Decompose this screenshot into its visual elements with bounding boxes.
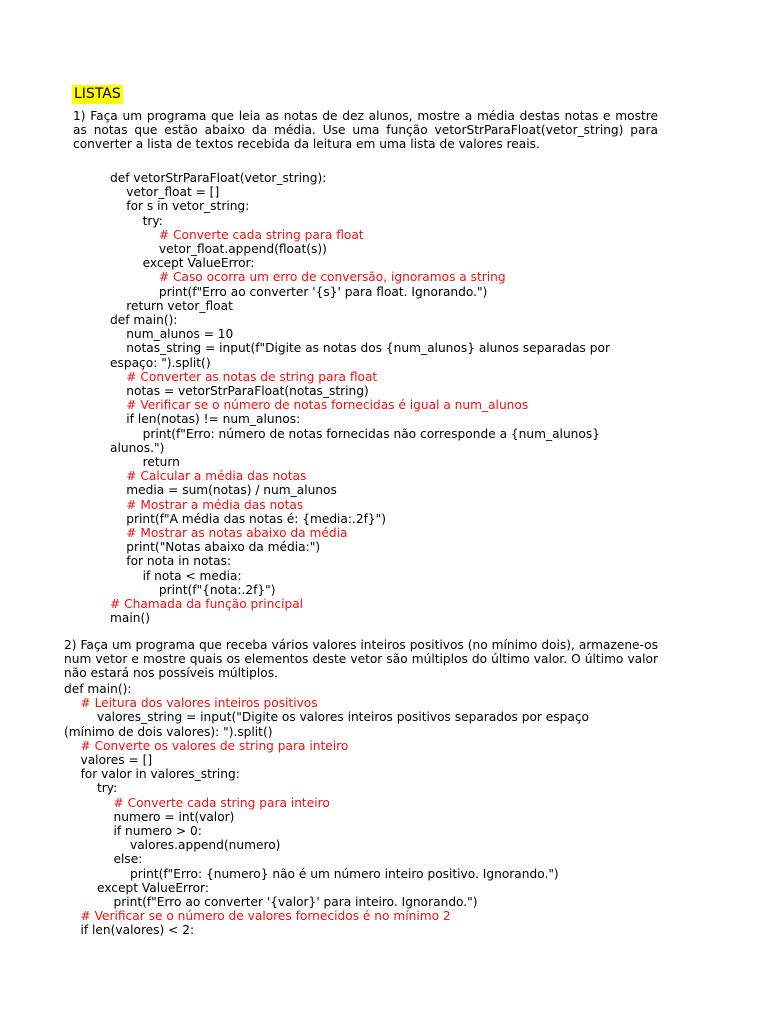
- code-line: numero = int(valor): [113, 809, 235, 824]
- code-line: media = sum(notas) / num_alunos: [126, 483, 337, 498]
- code-line: if len(valores) < 2:: [80, 923, 195, 938]
- code-line: num_alunos = 10: [126, 327, 234, 342]
- question-2-text: 2) Faça um programa que receba vários valores inteiros positivos (no mínimo dois), armazene-os num vetor e mostre quais os elementos deste vetor são múltiplos do último valor. O último valor não estará nos possíveis múltiplos.: [64, 638, 658, 681]
- code-line: print(f"{nota:.2f}"): [158, 582, 276, 597]
- code-comment-line: # Caso ocorra um erro de conversão, ignoramos a string: [158, 270, 506, 285]
- code-line: espaço: ").split(): [110, 355, 211, 370]
- code-line: for valor in valores_string:: [80, 767, 240, 782]
- code-comment-line: # Converter as notas de string para float: [126, 369, 378, 384]
- code-comment-line: # Verificar se o número de notas fornecidas é igual a num_alunos: [126, 398, 529, 413]
- code-comment-line: # Mostrar as notas abaixo da média: [126, 526, 348, 541]
- question-1-text: 1) Faça um programa que leia as notas de dez alunos, mostre a média destas notas e mostre as notas que estão abaixo da média. Use uma função vetorStrParaFloat(vetor_string) para converter a lista de textos recebida da leitura em uma lista de valores reais.: [73, 109, 658, 152]
- code-line: vetor_float = []: [126, 185, 220, 200]
- code-comment-line: # Chamada da função principal: [110, 597, 304, 612]
- code-comment-line: # Verificar se o número de valores fornecidos é no mínimo 2: [80, 909, 451, 924]
- code-line: notas = vetorStrParaFloat(notas_string): [126, 384, 369, 399]
- code-line: except ValueError:: [142, 256, 255, 271]
- code-line: except ValueError:: [97, 880, 209, 895]
- code-line: if numero > 0:: [113, 824, 202, 839]
- code-line: if nota < media:: [142, 568, 242, 583]
- code-line: for s in vetor_string:: [126, 199, 250, 214]
- question-2-code: [64, 682, 658, 938]
- code-line: valores.append(numero): [130, 838, 281, 853]
- code-line: (mínimo de dois valores): ").split(): [64, 724, 273, 739]
- code-line: print(f"Erro: {numero} não é um número inteiro positivo. Ignorando."): [130, 866, 559, 881]
- code-line: main(): [110, 611, 150, 626]
- code-line: print(f"A média das notas é: {media:.2f}"): [126, 511, 387, 526]
- code-line: if len(notas) != num_alunos:: [126, 412, 301, 427]
- code-line: try:: [97, 781, 118, 796]
- code-line: print("Notas abaixo da média:"): [126, 540, 321, 555]
- code-line: alunos."): [110, 440, 165, 455]
- code-line: return: [142, 455, 180, 470]
- code-line: for nota in notas:: [126, 554, 232, 569]
- code-line: print(f"Erro ao converter '{s}' para float. Ignorando."): [158, 284, 488, 299]
- code-line: return vetor_float: [126, 298, 233, 313]
- question-1-code: [110, 171, 658, 626]
- code-line: else:: [113, 852, 143, 867]
- code-comment-line: # Leitura dos valores inteiros positivos: [80, 696, 318, 711]
- code-line: valores = []: [80, 753, 153, 768]
- code-line: def main():: [64, 682, 132, 696]
- code-line: def main():: [110, 313, 178, 328]
- code-line: vetor_float.append(float(s)): [158, 242, 327, 257]
- code-line: def vetorStrParaFloat(vetor_string):: [110, 171, 327, 185]
- code-line: try:: [142, 213, 163, 228]
- section-heading: LISTAS: [74, 86, 121, 102]
- code-line: print(f"Erro: número de notas fornecidas não corresponde a {num_alunos}: [142, 426, 600, 441]
- code-comment-line: # Converte cada string para inteiro: [113, 795, 330, 810]
- code-line: notas_string = input(f"Digite as notas dos {num_alunos} alunos separadas por: [126, 341, 610, 356]
- code-comment-line: # Converte os valores de string para inteiro: [80, 738, 349, 753]
- code-line: valores_string = input("Digite os valores inteiros positivos separados por espaço: [97, 710, 589, 725]
- code-comment-line: # Converte cada string para float: [158, 227, 364, 242]
- code-comment-line: # Mostrar a média das notas: [126, 497, 304, 512]
- code-comment-line: # Calcular a média das notas: [126, 469, 307, 484]
- code-line: print(f"Erro ao converter '{valor}' para inteiro. Ignorando."): [113, 895, 478, 910]
